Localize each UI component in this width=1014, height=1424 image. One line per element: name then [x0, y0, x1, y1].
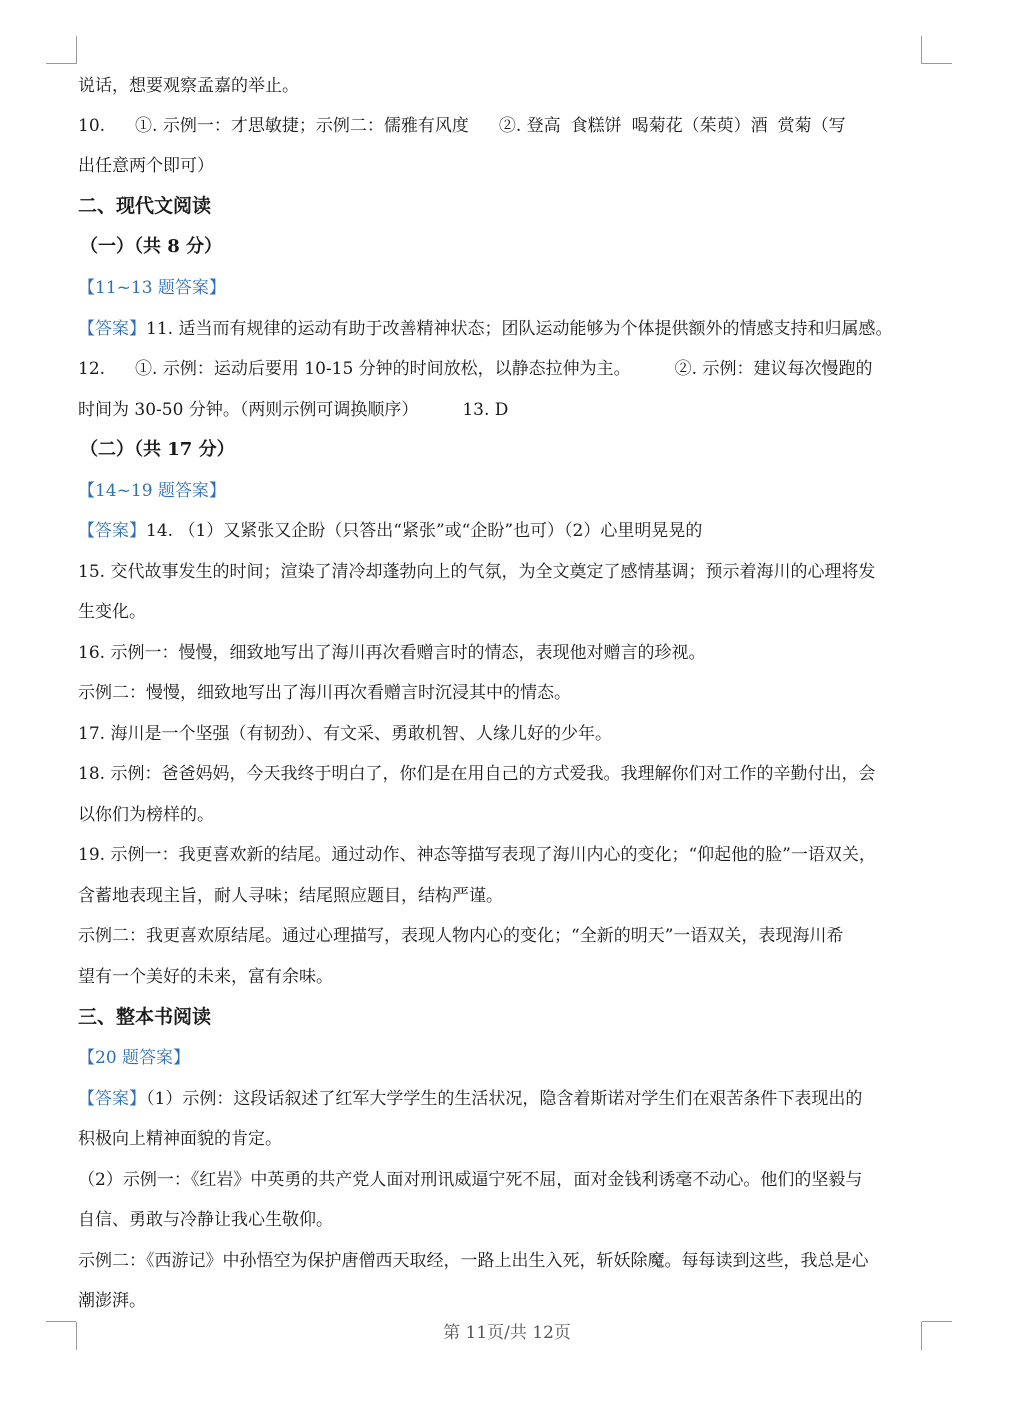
text-span: 17. 海川是一个坚强（有韧劲）、有文采、勇敢机智、人缘儿好的少年。 — [78, 724, 612, 744]
answer-tag — [78, 479, 226, 503]
answer-label: 【答案】 — [78, 319, 146, 339]
subsection-heading — [80, 438, 235, 462]
text-line — [78, 803, 214, 827]
answer-part: ②. 示例：建议每次慢跑的 — [674, 359, 873, 379]
text-span: 11. 适当而有规律的运动有助于改善精神状态；团队运动能够为个体提供额外的情感支持和归属感。 — [146, 319, 893, 339]
answer-10 — [78, 114, 846, 138]
answer-16 — [78, 641, 705, 665]
answer-label: 【答案】 — [78, 1089, 146, 1109]
text-span: 说话，想要观察孟嘉的举止。 — [78, 76, 299, 96]
text-line — [78, 1127, 282, 1151]
text-line — [78, 74, 299, 98]
answer-19 — [78, 843, 876, 867]
crop-mark-tr-h — [922, 63, 952, 64]
text-span: 14. （1）又紧张又企盼（只答出“紧张”或“企盼”也可）（2）心里明晃晃的 — [146, 521, 703, 541]
answer-tag — [78, 1046, 190, 1070]
answer-part: 赏菊（写 — [777, 116, 846, 136]
text-line — [78, 1249, 869, 1273]
text-line — [78, 154, 214, 178]
answer-11 — [78, 317, 892, 341]
text-span: 19. 示例一：我更喜欢新的结尾。通过动作、神态等描写表现了海川内心的变化；“仰起他的脸”一语双关， — [78, 845, 876, 865]
answer-20 — [78, 1087, 862, 1111]
text-span: 出任意两个即可） — [78, 156, 214, 176]
answer-15 — [78, 560, 875, 584]
section-heading — [78, 194, 211, 218]
tag-text: 【20 题答案】 — [78, 1048, 191, 1068]
answer-tag — [78, 276, 226, 300]
answer-part: 喝菊花（茱萸）酒 — [631, 116, 768, 136]
answer-13: 13. D — [462, 400, 509, 420]
answer-part: ①. 示例：运动后要用 10-15 分钟的时间放松，以静态拉伸为主。 — [135, 359, 631, 379]
crop-mark-tl-v — [76, 36, 77, 64]
text-line — [78, 1168, 862, 1192]
section-heading — [78, 1005, 211, 1029]
text-span: 示例二：我更喜欢原结尾。通过心理描写，表现人物内心的变化；“全新的明天”一语双关，表现海川希 — [78, 926, 844, 946]
text-span: 16. 示例一：慢慢，细致地写出了海川再次看赠言时的情态，表现他对赠言的珍视。 — [78, 643, 706, 663]
text-line — [78, 965, 333, 989]
answer-17 — [78, 722, 612, 746]
page-footer: 第 11页/共 12页 — [443, 1323, 571, 1343]
heading-text: （一）（共 8 分） — [80, 236, 223, 257]
text-span: 示例二：《西游记》中孙悟空为保护唐僧西天取经，一路上出生入死，斩妖除魔。每每读到这些，我总是心 — [78, 1251, 869, 1271]
text-line — [78, 924, 843, 948]
text-span: 示例二：慢慢，细致地写出了海川再次看赠言时沉浸其中的情态。 — [78, 683, 571, 703]
text-line — [78, 398, 508, 422]
tag-text: 【14~19 题答案】 — [78, 481, 226, 501]
text-span: 望有一个美好的未来，富有余味。 — [78, 967, 333, 987]
text-line — [78, 884, 503, 908]
text-line — [78, 681, 571, 705]
text-span: （1）示例：这段话叙述了红军大学学生的生活状况，隐含着斯诺对学生们在艰苦条件下表现出的 — [146, 1089, 863, 1109]
subsection-heading — [80, 235, 222, 259]
text-span: 自信、勇敢与冷静让我心生敬仰。 — [78, 1210, 333, 1230]
crop-mark-tr-v — [921, 36, 922, 64]
answer-label: 【答案】 — [78, 521, 146, 541]
text-span: 时间为 30-50 分钟。（两则示例可调换顺序） — [78, 400, 419, 420]
question-number: 12. — [78, 359, 106, 379]
text-span: 含蓄地表现主旨，耐人寻味；结尾照应题目，结构严谨。 — [78, 886, 503, 906]
text-line — [78, 600, 146, 624]
crop-mark-tl-h — [46, 63, 76, 64]
answer-part: 食糕饼 — [570, 116, 622, 136]
heading-text: 二、现代文阅读 — [78, 195, 212, 217]
text-span: （2）示例一：《红岩》中英勇的共产党人面对刑讯威逼宁死不屈，面对金钱利诱毫不动心。他们的坚毅与 — [78, 1170, 863, 1190]
answer-part: ①. 示例一：才思敏捷；示例二：儒雅有风度 — [135, 116, 469, 136]
text-line — [78, 1289, 146, 1313]
heading-text: 三、整本书阅读 — [78, 1006, 212, 1028]
text-span: 以你们为榜样的。 — [78, 805, 214, 825]
answer-part: ②. 登高 — [498, 116, 561, 136]
heading-text: （二）（共 17 分） — [80, 439, 235, 460]
text-span: 15. 交代故事发生的时间；渲染了清冷却蓬勃向上的气氛，为全文奠定了感情基调；预示着海川的心理将发 — [78, 562, 876, 582]
answer-12 — [78, 357, 872, 381]
text-span: 18. 示例：爸爸妈妈，今天我终于明白了，你们是在用自己的方式爱我。我理解你们对工作的辛勤付出，会 — [78, 764, 876, 784]
question-number: 10. — [78, 116, 106, 136]
tag-text: 【11~13 题答案】 — [78, 278, 226, 298]
text-span: 潮澎湃。 — [78, 1291, 146, 1311]
answer-18 — [78, 762, 875, 786]
text-span: 积极向上精神面貌的肯定。 — [78, 1129, 282, 1149]
answer-14 — [78, 519, 702, 543]
text-line — [78, 1208, 333, 1232]
text-span: 生变化。 — [78, 602, 146, 622]
